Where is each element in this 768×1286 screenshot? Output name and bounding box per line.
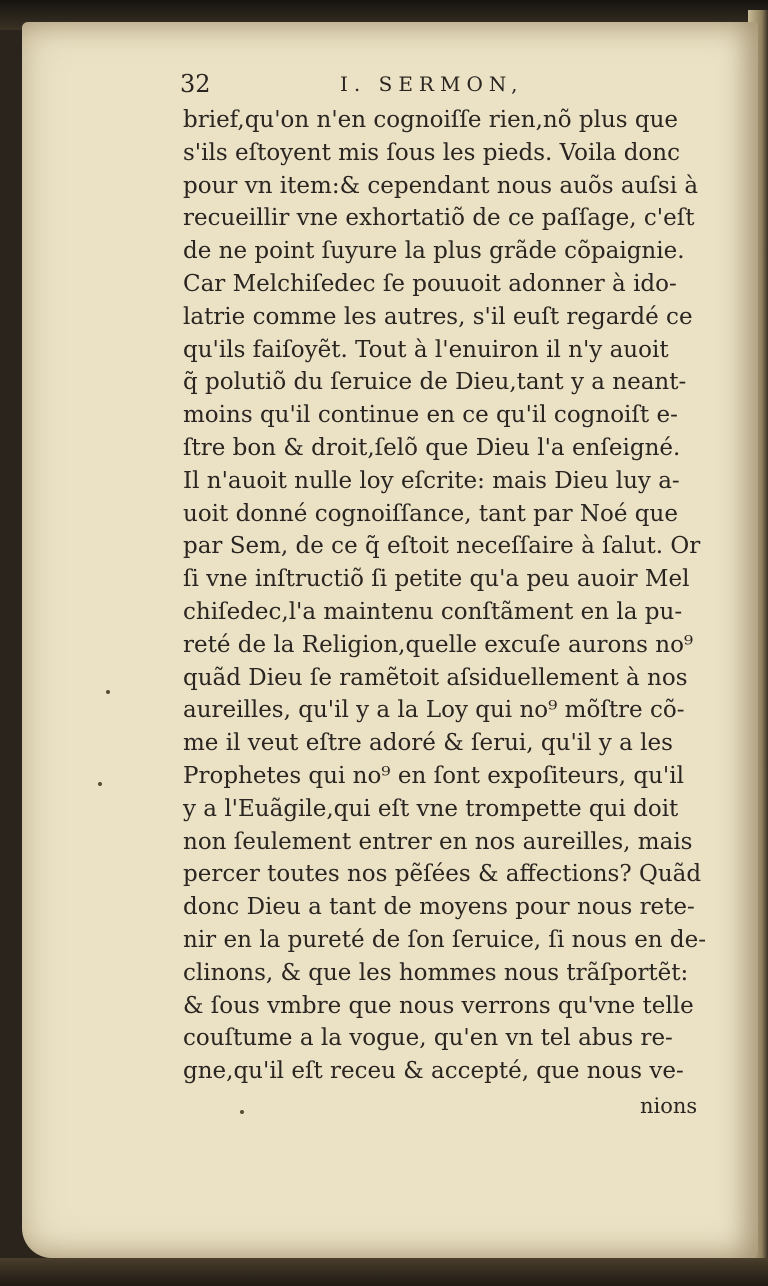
ink-speck	[240, 1110, 244, 1114]
text-line: ſi vne inſtructiõ ſi petite qu'a peu auoir Mel	[183, 566, 690, 593]
text-line: nir en la pureté de ſon ſeruice, ſi nous en de-	[183, 926, 707, 953]
text-line: moins qu'il continue en ce qu'il cognoiſt e-	[183, 402, 678, 429]
running-head: I. SERMON,	[340, 72, 524, 96]
page-number: 32	[180, 70, 211, 98]
page-header	[180, 70, 720, 104]
text-line: non ſeulement entrer en nos aureilles, mais	[183, 828, 693, 855]
text-line: me il veut eſtre adoré & ſerui, qu'il y a les	[183, 730, 673, 757]
text-line: reté de la Religion,quelle excuſe aurons no⁹	[183, 631, 694, 658]
text-line: de ne point ſuyure la plus grãde cõpaignie.	[183, 238, 685, 265]
text-line: Prophetes qui no⁹ en ſont expoſiteurs, qu'il	[183, 762, 684, 789]
text-line: aureilles, qu'il y a la Loy qui no⁹ mõſtre cõ-	[183, 697, 685, 724]
ink-speck	[98, 782, 102, 786]
catchword: nions	[640, 1094, 698, 1118]
ink-speck	[106, 690, 110, 694]
text-line: s'ils eſtoyent mis ſous les pieds. Voila donc	[183, 139, 680, 166]
text-line: quãd Dieu ſe ramẽtoit aſsiduellement à nos	[183, 664, 688, 691]
text-line: par Sem, de ce q̃ eſtoit neceſſaire à ſalut. Or	[183, 533, 701, 560]
text-line: uoit donné cognoiſſance, tant par Noé que	[183, 500, 678, 527]
book-bottom-edge	[0, 1258, 768, 1286]
text-line: chiſedec,l'a maintenu conſtãment en la pu-	[183, 598, 683, 625]
text-line: q̃ polutiõ du ſeruice de Dieu,tant y a neant-	[183, 369, 687, 396]
text-line: donc Dieu a tant de moyens pour nous rete-	[183, 894, 695, 921]
text-line: couſtume a la vogue, qu'en vn tel abus re-	[183, 1025, 673, 1052]
page-body	[183, 104, 723, 1088]
text-line: percer toutes nos pẽſées & affections? Quãd	[183, 861, 702, 888]
text-line: gne,qu'il eſt receu & accepté, que nous ve-	[183, 1058, 684, 1085]
text-line: recueillir vne exhortatiõ de ce paſſage, c'eſt	[183, 205, 695, 232]
text-line: y a l'Euãgile,qui eſt vne trompette qui doit	[183, 795, 679, 822]
text-line: qu'ils faiſoyẽt. Tout à l'enuiron il n'y auoit	[183, 336, 669, 363]
text-line: Car Melchiſedec ſe pouuoit adonner à ido-	[183, 270, 677, 297]
text-line: pour vn item:& cependant nous auõs auſsi à	[183, 172, 699, 199]
text-line: latrie comme les autres, s'il euſt regardé ce	[183, 303, 693, 330]
text-line: clinons, & que les hommes nous trãſportẽt:	[183, 959, 689, 986]
text-line: brief,qu'on n'en cognoiſſe rien,nõ plus que	[183, 107, 679, 133]
text-line: ſtre bon & droit,ſelõ que Dieu l'a enſeigné.	[183, 434, 681, 461]
text-line: Il n'auoit nulle loy eſcrite: mais Dieu luy a-	[183, 467, 680, 494]
text-line: & ſous vmbre que nous verrons qu'vne telle	[183, 992, 694, 1019]
